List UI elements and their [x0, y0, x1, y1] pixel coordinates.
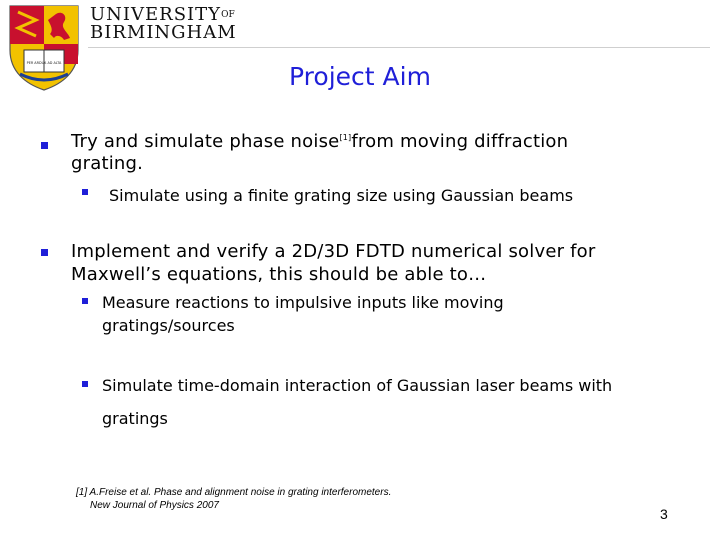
university-name-line2: BIRMINGHAM: [90, 22, 237, 43]
reference-marker: [1]: [339, 133, 352, 142]
reference-line2: New Journal of Physics 2007: [90, 500, 219, 511]
bullet-1-text-before-ref: Try and simulate phase noise: [71, 131, 340, 152]
university-name-of: OF: [221, 10, 235, 20]
sub-bullet-2-2-line1: Simulate time-domain interaction of Gaussian laser beams with: [102, 376, 613, 395]
bullet-1-line2: grating.: [71, 153, 144, 174]
sub-bullet-marker: [82, 381, 88, 387]
bullet-1-line1: [71, 131, 568, 152]
bullet-marker: [41, 249, 48, 256]
bullet-2-line2: Maxwell’s equations, this should be able to…: [71, 264, 487, 285]
reference-footnote: [76, 486, 391, 512]
slide-title: Project Aim: [289, 62, 431, 91]
sub-bullet-1-1: Simulate using a finite grating size using Gaussian beams: [109, 186, 574, 205]
crest-book-text: PER ARDUA AD ALTA: [26, 61, 62, 65]
page-number: 3: [660, 506, 668, 522]
sub-bullet-2-1-line2: gratings/sources: [102, 316, 235, 335]
sub-bullet-2-1-line1: Measure reactions to impulsive inputs like moving: [102, 293, 504, 312]
sub-bullet-marker: [82, 298, 88, 304]
university-name: [90, 6, 237, 42]
university-name-line1: UNIVERSITY: [90, 4, 222, 25]
bullet-marker: [41, 142, 48, 149]
reference-line1: [1] A.Freise et al. Phase and alignment noise in grating interferometers.: [76, 487, 392, 498]
sub-bullet-2-2-line2: gratings: [102, 409, 168, 428]
bullet-2-line1: Implement and verify a 2D/3D FDTD numerical solver for: [71, 241, 596, 262]
bullet-1-text-after-ref: from moving diffraction: [351, 131, 569, 152]
header-divider: [88, 47, 710, 48]
sub-bullet-marker: [82, 189, 88, 195]
